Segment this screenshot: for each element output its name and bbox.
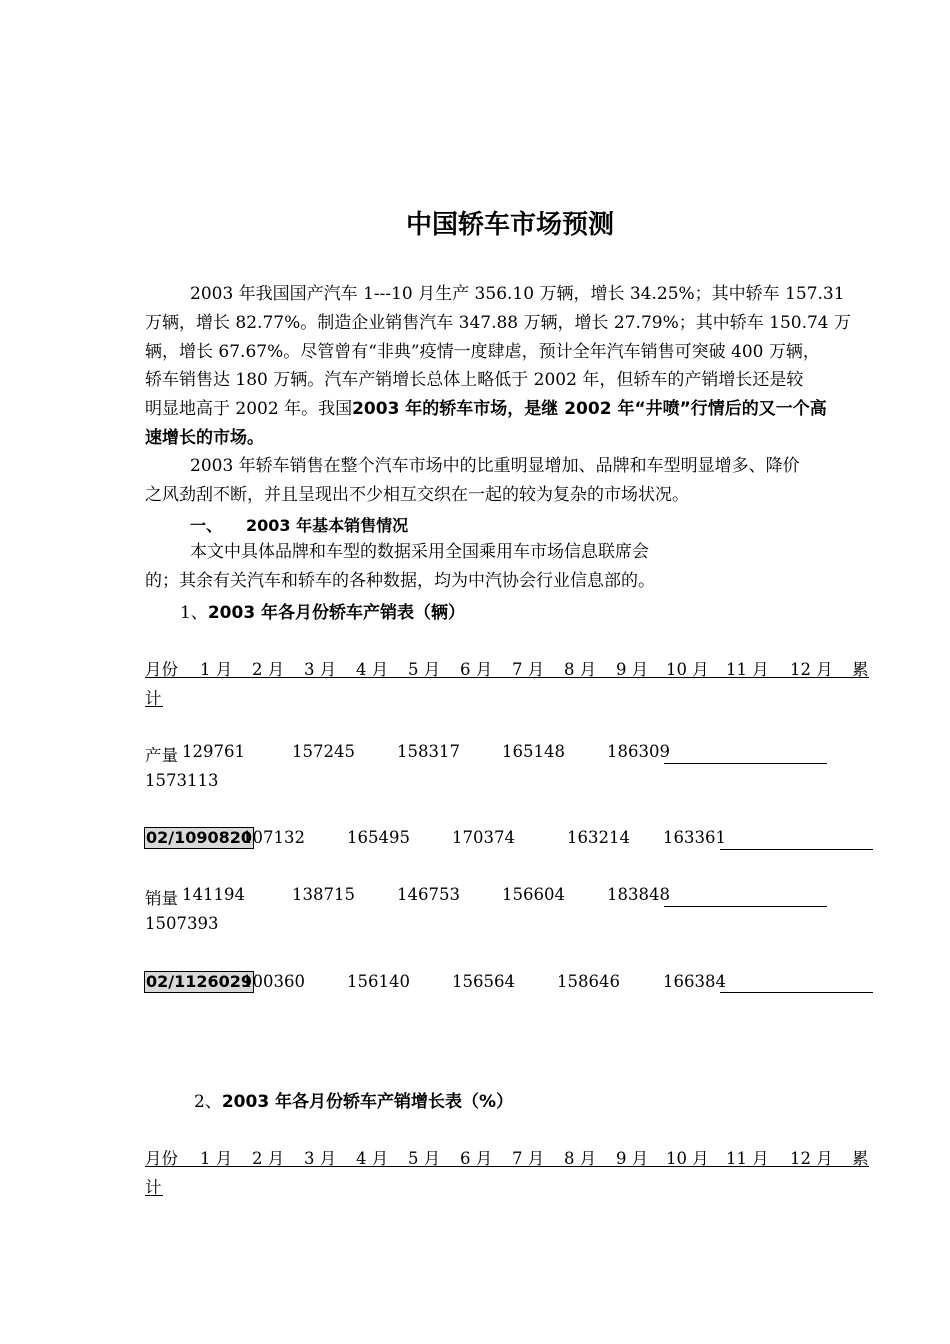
table1-header-cell: 11 月	[726, 660, 769, 679]
table1-header-cell: 月份	[145, 660, 178, 679]
table1-sales-cell: 138715	[292, 885, 355, 904]
table1-prod02-cell: 163361	[663, 828, 726, 847]
table1-prod-cell: 158317	[397, 742, 460, 761]
table1-sales-cell: 141194	[182, 885, 245, 904]
table2-header-wrap-underline	[145, 1195, 163, 1196]
table1-header-cell: 累	[852, 660, 869, 679]
table1-sales02-cell: 100360	[242, 972, 305, 991]
table1-caption-text: 2003 年各月份轿车产销表（辆）	[207, 603, 466, 623]
table1-sales-label: 销量	[145, 889, 178, 908]
table2-header-cell: 7 月	[512, 1149, 545, 1168]
table1-sales02-cell: 166384	[663, 972, 726, 991]
table1-sales-total: 1507393	[145, 914, 219, 933]
intro-line-5-plain: 明显地高于 2002 年。我国	[145, 399, 353, 419]
table2-header-cell: 10 月	[666, 1149, 709, 1168]
table1-prod02-cell: 163214	[567, 828, 630, 847]
table1-header-underline	[145, 677, 869, 678]
intro-line-3: 辆，增长 67.67%。尽管曾有“非典”疫情一度肆虐，预计全年汽车销售可突破 400 万辆，	[145, 342, 820, 362]
table1-header-cell: 8 月	[564, 660, 597, 679]
table1-header-cell: 3 月	[304, 660, 337, 679]
table1-header-wrap: 计	[145, 689, 162, 708]
table1-sales-cell: 156604	[502, 885, 565, 904]
table1-sales02-cell: 156564	[452, 972, 515, 991]
table1-prod02-cell: 107132	[242, 828, 305, 847]
table1-prod02-label: 02/1090820	[146, 828, 253, 847]
table1-caption-prefix: 1、	[180, 603, 208, 623]
table1-prod-cell: 157245	[292, 742, 355, 761]
table1-sales02-cell: 158646	[557, 972, 620, 991]
table1-prod-total: 1573113	[145, 771, 219, 790]
table2-header-cell: 2 月	[252, 1149, 285, 1168]
table1-prod-underline	[664, 763, 827, 764]
table1-prod-label: 产量	[145, 746, 178, 765]
table2-header-cell: 12 月	[790, 1149, 833, 1168]
table2-caption-prefix: 2、	[194, 1092, 222, 1112]
para3-line-2: 的；其余有关汽车和轿车的各种数据，均为中汽协会行业信息部的。	[145, 571, 655, 591]
table1-prod02-cell: 170374	[452, 828, 515, 847]
table1-sales-cell: 183848	[607, 885, 670, 904]
table2-caption	[194, 1087, 513, 1112]
table1-header-cell: 10 月	[666, 660, 709, 679]
table1-header-cell: 1 月	[200, 660, 233, 679]
table2-header-wrap: 计	[145, 1178, 162, 1197]
table1-header-cell: 5 月	[408, 660, 441, 679]
table2-header-cell: 1 月	[200, 1149, 233, 1168]
para3-line-1: 本文中具体品牌和车型的数据采用全国乘用车市场信息联席会	[190, 542, 649, 562]
intro-line-5-bold: 2003 年的轿车市场，是继 2002 年“井喷”行情后的又一个高	[352, 399, 827, 419]
table1-header-cell: 7 月	[512, 660, 545, 679]
table2-header-underline	[145, 1166, 869, 1167]
table1-header-cell: 2 月	[252, 660, 285, 679]
table1-sales-cell: 146753	[397, 885, 460, 904]
table1-prod02-cell: 165495	[347, 828, 410, 847]
table1-sales02-label: 02/1126029	[146, 972, 253, 991]
page-title: 中国轿车市场预测	[405, 210, 614, 240]
section-1-number: 一、	[190, 516, 223, 535]
table1-header-wrap-underline	[145, 706, 163, 707]
table2-header-cell: 11 月	[726, 1149, 769, 1168]
table2-header-cell: 月份	[145, 1149, 178, 1168]
table2-header-cell: 4 月	[356, 1149, 389, 1168]
table2-header-cell: 6 月	[460, 1149, 493, 1168]
table1-prod-cell: 129761	[182, 742, 245, 761]
table2-header-cell: 9 月	[616, 1149, 649, 1168]
intro-line-6: 速增长的市场。	[145, 428, 264, 448]
intro-line-4: 轿车销售达 180 万辆。汽车产销增长总体上略低于 2002 年，但轿车的产销增长还是较	[145, 370, 804, 390]
table1-sales02-cell: 156140	[347, 972, 410, 991]
section-1-title: 2003 年基本销售情况	[246, 516, 409, 535]
table2-caption-text: 2003 年各月份轿车产销增长表（%）	[221, 1092, 514, 1112]
para2-line-1: 2003 年轿车销售在整个汽车市场中的比重明显增加、品牌和车型明显增多、降价	[190, 456, 800, 476]
table1-prod-cell: 165148	[502, 742, 565, 761]
table2-header-cell: 8 月	[564, 1149, 597, 1168]
table1-header-cell: 12 月	[790, 660, 833, 679]
table1-header-cell: 4 月	[356, 660, 389, 679]
para2-line-2: 之风劲刮不断，并且呈现出不少相互交织在一起的较为复杂的市场状况。	[145, 485, 689, 505]
table2-header-cell: 累	[852, 1149, 869, 1168]
table1-sales-underline	[664, 906, 827, 907]
table2-header-cell: 5 月	[408, 1149, 441, 1168]
intro-line-5	[145, 395, 827, 424]
table1-header-cell: 9 月	[616, 660, 649, 679]
intro-line-2: 万辆，增长 82.77%。制造企业销售汽车 347.88 万辆，增长 27.79%；其中轿车 150.74 万	[145, 313, 852, 333]
table1-prod-cell: 186309	[607, 742, 670, 761]
table1-prod02-underline	[720, 849, 873, 850]
table2-header-cell: 3 月	[304, 1149, 337, 1168]
table1-sales02-underline	[720, 992, 873, 993]
intro-line-1: 2003 年我国国产汽车 1---10 月生产 356.10 万辆，增长 34.25%；其中轿车 157.31	[190, 284, 845, 304]
table1-caption	[180, 598, 465, 623]
table1-header-cell: 6 月	[460, 660, 493, 679]
